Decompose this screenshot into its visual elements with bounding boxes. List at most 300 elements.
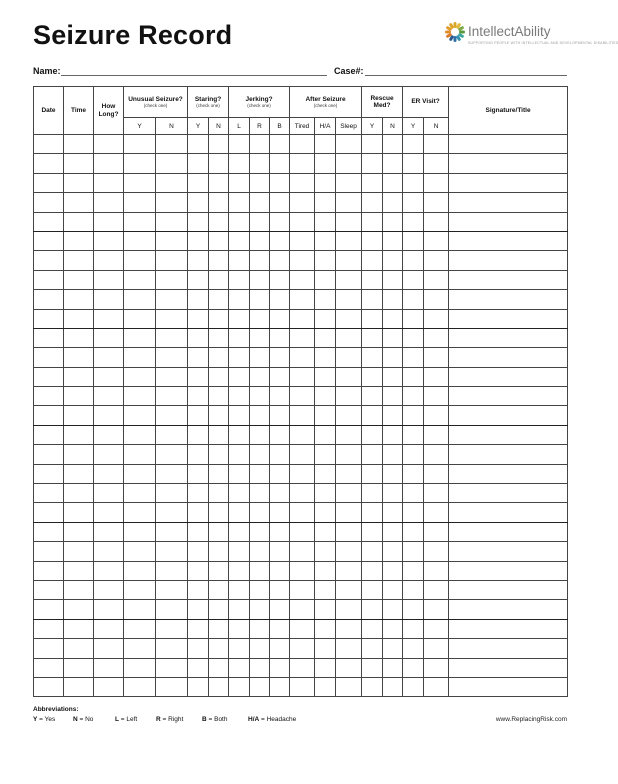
table-cell[interactable]	[383, 367, 403, 386]
table-cell[interactable]	[449, 677, 568, 696]
table-cell[interactable]	[156, 503, 188, 522]
table-cell[interactable]	[336, 309, 362, 328]
table-cell[interactable]	[336, 677, 362, 696]
table-cell[interactable]	[290, 212, 315, 231]
table-cell[interactable]	[209, 619, 229, 638]
table-cell[interactable]	[64, 173, 94, 192]
table-cell[interactable]	[403, 677, 424, 696]
table-cell[interactable]	[209, 367, 229, 386]
table-cell[interactable]	[188, 193, 209, 212]
table-cell[interactable]	[156, 639, 188, 658]
table-cell[interactable]	[124, 580, 156, 599]
table-cell[interactable]	[270, 193, 290, 212]
table-cell[interactable]	[250, 464, 270, 483]
table-cell[interactable]	[34, 542, 64, 561]
table-cell[interactable]	[34, 561, 64, 580]
table-cell[interactable]	[94, 348, 124, 367]
table-cell[interactable]	[188, 135, 209, 154]
table-cell[interactable]	[449, 154, 568, 173]
table-cell[interactable]	[403, 619, 424, 638]
table-cell[interactable]	[188, 425, 209, 444]
table-cell[interactable]	[229, 348, 250, 367]
table-cell[interactable]	[424, 135, 449, 154]
table-cell[interactable]	[403, 542, 424, 561]
table-cell[interactable]	[449, 619, 568, 638]
table-cell[interactable]	[424, 251, 449, 270]
table-cell[interactable]	[424, 503, 449, 522]
table-cell[interactable]	[290, 658, 315, 677]
table-cell[interactable]	[156, 425, 188, 444]
table-cell[interactable]	[270, 658, 290, 677]
table-cell[interactable]	[124, 425, 156, 444]
table-cell[interactable]	[209, 387, 229, 406]
table-cell[interactable]	[94, 154, 124, 173]
table-cell[interactable]	[290, 251, 315, 270]
table-cell[interactable]	[188, 406, 209, 425]
table-cell[interactable]	[209, 328, 229, 347]
table-cell[interactable]	[250, 677, 270, 696]
table-cell[interactable]	[229, 251, 250, 270]
table-cell[interactable]	[229, 387, 250, 406]
table-cell[interactable]	[94, 270, 124, 289]
table-cell[interactable]	[124, 135, 156, 154]
table-cell[interactable]	[229, 231, 250, 250]
table-cell[interactable]	[94, 309, 124, 328]
table-cell[interactable]	[424, 542, 449, 561]
table-cell[interactable]	[270, 173, 290, 192]
table-cell[interactable]	[250, 542, 270, 561]
table-cell[interactable]	[424, 309, 449, 328]
table-cell[interactable]	[315, 367, 336, 386]
table-cell[interactable]	[250, 270, 270, 289]
table-cell[interactable]	[270, 619, 290, 638]
table-cell[interactable]	[362, 251, 383, 270]
table-cell[interactable]	[403, 406, 424, 425]
table-cell[interactable]	[424, 445, 449, 464]
table-cell[interactable]	[64, 600, 94, 619]
table-cell[interactable]	[188, 561, 209, 580]
table-cell[interactable]	[424, 561, 449, 580]
table-cell[interactable]	[290, 542, 315, 561]
table-cell[interactable]	[94, 658, 124, 677]
table-cell[interactable]	[449, 328, 568, 347]
table-cell[interactable]	[290, 231, 315, 250]
table-cell[interactable]	[383, 580, 403, 599]
table-cell[interactable]	[336, 406, 362, 425]
table-cell[interactable]	[229, 290, 250, 309]
table-cell[interactable]	[383, 212, 403, 231]
table-cell[interactable]	[315, 484, 336, 503]
table-cell[interactable]	[34, 135, 64, 154]
table-cell[interactable]	[383, 484, 403, 503]
table-cell[interactable]	[449, 290, 568, 309]
table-cell[interactable]	[336, 251, 362, 270]
table-cell[interactable]	[403, 425, 424, 444]
table-cell[interactable]	[156, 464, 188, 483]
table-cell[interactable]	[124, 464, 156, 483]
table-cell[interactable]	[250, 309, 270, 328]
table-cell[interactable]	[124, 406, 156, 425]
table-cell[interactable]	[34, 290, 64, 309]
table-cell[interactable]	[156, 677, 188, 696]
table-cell[interactable]	[403, 445, 424, 464]
table-cell[interactable]	[250, 619, 270, 638]
table-cell[interactable]	[94, 173, 124, 192]
table-cell[interactable]	[94, 425, 124, 444]
table-cell[interactable]	[209, 561, 229, 580]
table-cell[interactable]	[229, 600, 250, 619]
table-cell[interactable]	[403, 503, 424, 522]
table-cell[interactable]	[315, 309, 336, 328]
table-cell[interactable]	[449, 231, 568, 250]
table-cell[interactable]	[250, 231, 270, 250]
table-cell[interactable]	[383, 522, 403, 541]
table-cell[interactable]	[156, 561, 188, 580]
table-cell[interactable]	[424, 154, 449, 173]
table-cell[interactable]	[403, 135, 424, 154]
table-cell[interactable]	[250, 135, 270, 154]
table-cell[interactable]	[383, 639, 403, 658]
table-cell[interactable]	[424, 328, 449, 347]
table-cell[interactable]	[270, 484, 290, 503]
table-cell[interactable]	[270, 561, 290, 580]
table-cell[interactable]	[209, 348, 229, 367]
table-cell[interactable]	[188, 387, 209, 406]
table-cell[interactable]	[124, 231, 156, 250]
table-cell[interactable]	[188, 154, 209, 173]
table-cell[interactable]	[229, 173, 250, 192]
table-cell[interactable]	[188, 600, 209, 619]
table-cell[interactable]	[156, 212, 188, 231]
table-cell[interactable]	[403, 484, 424, 503]
table-cell[interactable]	[94, 580, 124, 599]
table-cell[interactable]	[336, 154, 362, 173]
table-cell[interactable]	[94, 290, 124, 309]
table-cell[interactable]	[362, 445, 383, 464]
table-cell[interactable]	[94, 212, 124, 231]
table-cell[interactable]	[362, 193, 383, 212]
table-cell[interactable]	[270, 445, 290, 464]
table-cell[interactable]	[362, 173, 383, 192]
table-cell[interactable]	[290, 309, 315, 328]
table-cell[interactable]	[156, 231, 188, 250]
table-cell[interactable]	[336, 464, 362, 483]
table-cell[interactable]	[209, 522, 229, 541]
table-cell[interactable]	[34, 193, 64, 212]
table-cell[interactable]	[403, 270, 424, 289]
table-cell[interactable]	[250, 193, 270, 212]
table-cell[interactable]	[209, 290, 229, 309]
table-cell[interactable]	[64, 290, 94, 309]
table-cell[interactable]	[383, 406, 403, 425]
table-cell[interactable]	[270, 212, 290, 231]
table-cell[interactable]	[383, 561, 403, 580]
table-cell[interactable]	[64, 154, 94, 173]
table-cell[interactable]	[270, 542, 290, 561]
table-cell[interactable]	[156, 348, 188, 367]
table-cell[interactable]	[209, 173, 229, 192]
table-cell[interactable]	[34, 445, 64, 464]
table-cell[interactable]	[156, 542, 188, 561]
table-cell[interactable]	[424, 580, 449, 599]
table-cell[interactable]	[250, 406, 270, 425]
table-cell[interactable]	[188, 658, 209, 677]
table-cell[interactable]	[290, 387, 315, 406]
table-cell[interactable]	[383, 348, 403, 367]
table-cell[interactable]	[290, 154, 315, 173]
table-cell[interactable]	[64, 231, 94, 250]
table-cell[interactable]	[64, 658, 94, 677]
table-cell[interactable]	[383, 270, 403, 289]
table-cell[interactable]	[270, 425, 290, 444]
table-cell[interactable]	[449, 251, 568, 270]
table-cell[interactable]	[270, 135, 290, 154]
table-cell[interactable]	[34, 387, 64, 406]
table-cell[interactable]	[336, 445, 362, 464]
table-cell[interactable]	[250, 328, 270, 347]
table-cell[interactable]	[403, 309, 424, 328]
table-cell[interactable]	[209, 600, 229, 619]
table-cell[interactable]	[156, 173, 188, 192]
table-cell[interactable]	[64, 639, 94, 658]
table-cell[interactable]	[229, 619, 250, 638]
table-cell[interactable]	[315, 231, 336, 250]
table-cell[interactable]	[403, 387, 424, 406]
table-cell[interactable]	[270, 367, 290, 386]
table-cell[interactable]	[270, 270, 290, 289]
table-cell[interactable]	[188, 677, 209, 696]
table-cell[interactable]	[270, 328, 290, 347]
table-cell[interactable]	[250, 348, 270, 367]
table-cell[interactable]	[94, 367, 124, 386]
table-cell[interactable]	[209, 193, 229, 212]
table-cell[interactable]	[209, 212, 229, 231]
table-cell[interactable]	[315, 619, 336, 638]
table-cell[interactable]	[403, 658, 424, 677]
table-cell[interactable]	[124, 173, 156, 192]
table-cell[interactable]	[94, 522, 124, 541]
table-cell[interactable]	[336, 270, 362, 289]
table-cell[interactable]	[209, 270, 229, 289]
table-cell[interactable]	[449, 387, 568, 406]
table-cell[interactable]	[362, 425, 383, 444]
table-cell[interactable]	[424, 406, 449, 425]
table-cell[interactable]	[209, 639, 229, 658]
table-cell[interactable]	[336, 348, 362, 367]
table-cell[interactable]	[124, 270, 156, 289]
table-cell[interactable]	[270, 639, 290, 658]
table-cell[interactable]	[188, 173, 209, 192]
table-cell[interactable]	[449, 445, 568, 464]
table-cell[interactable]	[188, 212, 209, 231]
table-cell[interactable]	[156, 445, 188, 464]
table-cell[interactable]	[449, 600, 568, 619]
table-cell[interactable]	[383, 503, 403, 522]
table-cell[interactable]	[383, 425, 403, 444]
table-cell[interactable]	[229, 484, 250, 503]
table-cell[interactable]	[362, 231, 383, 250]
table-cell[interactable]	[94, 677, 124, 696]
table-cell[interactable]	[94, 328, 124, 347]
table-cell[interactable]	[424, 522, 449, 541]
table-cell[interactable]	[209, 464, 229, 483]
table-cell[interactable]	[336, 193, 362, 212]
table-cell[interactable]	[188, 503, 209, 522]
table-cell[interactable]	[156, 406, 188, 425]
table-cell[interactable]	[124, 677, 156, 696]
table-cell[interactable]	[449, 639, 568, 658]
table-cell[interactable]	[156, 193, 188, 212]
table-cell[interactable]	[64, 619, 94, 638]
table-cell[interactable]	[64, 212, 94, 231]
table-cell[interactable]	[270, 348, 290, 367]
table-cell[interactable]	[315, 270, 336, 289]
table-cell[interactable]	[403, 464, 424, 483]
table-cell[interactable]	[209, 425, 229, 444]
table-cell[interactable]	[34, 309, 64, 328]
table-cell[interactable]	[64, 348, 94, 367]
table-cell[interactable]	[449, 193, 568, 212]
table-cell[interactable]	[315, 328, 336, 347]
table-cell[interactable]	[403, 348, 424, 367]
table-cell[interactable]	[270, 154, 290, 173]
table-cell[interactable]	[34, 600, 64, 619]
table-cell[interactable]	[424, 173, 449, 192]
table-cell[interactable]	[64, 580, 94, 599]
table-cell[interactable]	[270, 677, 290, 696]
table-cell[interactable]	[362, 561, 383, 580]
table-cell[interactable]	[124, 348, 156, 367]
table-cell[interactable]	[403, 173, 424, 192]
table-cell[interactable]	[64, 251, 94, 270]
table-cell[interactable]	[34, 619, 64, 638]
table-cell[interactable]	[315, 290, 336, 309]
table-cell[interactable]	[229, 464, 250, 483]
table-cell[interactable]	[424, 231, 449, 250]
table-cell[interactable]	[229, 309, 250, 328]
table-cell[interactable]	[34, 464, 64, 483]
table-cell[interactable]	[124, 193, 156, 212]
table-cell[interactable]	[424, 212, 449, 231]
table-cell[interactable]	[34, 580, 64, 599]
table-cell[interactable]	[188, 251, 209, 270]
table-cell[interactable]	[124, 328, 156, 347]
table-cell[interactable]	[449, 425, 568, 444]
table-cell[interactable]	[156, 658, 188, 677]
table-cell[interactable]	[270, 387, 290, 406]
table-cell[interactable]	[362, 212, 383, 231]
table-cell[interactable]	[336, 658, 362, 677]
table-cell[interactable]	[188, 348, 209, 367]
table-cell[interactable]	[290, 348, 315, 367]
table-cell[interactable]	[449, 580, 568, 599]
table-cell[interactable]	[362, 135, 383, 154]
table-cell[interactable]	[250, 580, 270, 599]
table-cell[interactable]	[250, 561, 270, 580]
table-cell[interactable]	[209, 677, 229, 696]
table-cell[interactable]	[449, 464, 568, 483]
table-cell[interactable]	[156, 309, 188, 328]
table-cell[interactable]	[362, 464, 383, 483]
table-cell[interactable]	[290, 503, 315, 522]
table-cell[interactable]	[383, 328, 403, 347]
table-cell[interactable]	[188, 309, 209, 328]
table-cell[interactable]	[229, 270, 250, 289]
table-cell[interactable]	[336, 135, 362, 154]
table-cell[interactable]	[94, 445, 124, 464]
table-cell[interactable]	[424, 367, 449, 386]
table-cell[interactable]	[449, 484, 568, 503]
table-cell[interactable]	[34, 348, 64, 367]
table-cell[interactable]	[229, 367, 250, 386]
case-field[interactable]	[365, 75, 567, 76]
table-cell[interactable]	[424, 600, 449, 619]
table-cell[interactable]	[336, 173, 362, 192]
table-cell[interactable]	[315, 658, 336, 677]
table-cell[interactable]	[209, 580, 229, 599]
table-cell[interactable]	[383, 231, 403, 250]
table-cell[interactable]	[449, 135, 568, 154]
table-cell[interactable]	[290, 580, 315, 599]
table-cell[interactable]	[34, 677, 64, 696]
table-cell[interactable]	[64, 270, 94, 289]
table-cell[interactable]	[124, 542, 156, 561]
table-cell[interactable]	[156, 270, 188, 289]
table-cell[interactable]	[336, 484, 362, 503]
table-cell[interactable]	[229, 677, 250, 696]
table-cell[interactable]	[449, 212, 568, 231]
table-cell[interactable]	[362, 290, 383, 309]
table-cell[interactable]	[383, 290, 403, 309]
table-cell[interactable]	[156, 135, 188, 154]
table-cell[interactable]	[336, 639, 362, 658]
table-cell[interactable]	[188, 619, 209, 638]
table-cell[interactable]	[124, 600, 156, 619]
table-cell[interactable]	[250, 367, 270, 386]
table-cell[interactable]	[290, 561, 315, 580]
table-cell[interactable]	[362, 367, 383, 386]
table-cell[interactable]	[250, 639, 270, 658]
table-cell[interactable]	[94, 600, 124, 619]
table-cell[interactable]	[94, 251, 124, 270]
table-cell[interactable]	[315, 193, 336, 212]
table-cell[interactable]	[156, 600, 188, 619]
table-cell[interactable]	[188, 231, 209, 250]
table-cell[interactable]	[229, 503, 250, 522]
table-cell[interactable]	[290, 619, 315, 638]
table-cell[interactable]	[336, 367, 362, 386]
table-cell[interactable]	[336, 522, 362, 541]
table-cell[interactable]	[250, 445, 270, 464]
table-cell[interactable]	[424, 464, 449, 483]
table-cell[interactable]	[124, 522, 156, 541]
table-cell[interactable]	[188, 542, 209, 561]
table-cell[interactable]	[64, 328, 94, 347]
table-cell[interactable]	[336, 542, 362, 561]
table-cell[interactable]	[270, 406, 290, 425]
table-cell[interactable]	[188, 580, 209, 599]
table-cell[interactable]	[34, 639, 64, 658]
table-cell[interactable]	[336, 600, 362, 619]
table-cell[interactable]	[124, 561, 156, 580]
table-cell[interactable]	[362, 677, 383, 696]
table-cell[interactable]	[34, 406, 64, 425]
table-cell[interactable]	[315, 348, 336, 367]
table-cell[interactable]	[336, 503, 362, 522]
table-cell[interactable]	[229, 406, 250, 425]
table-cell[interactable]	[124, 639, 156, 658]
table-cell[interactable]	[424, 387, 449, 406]
